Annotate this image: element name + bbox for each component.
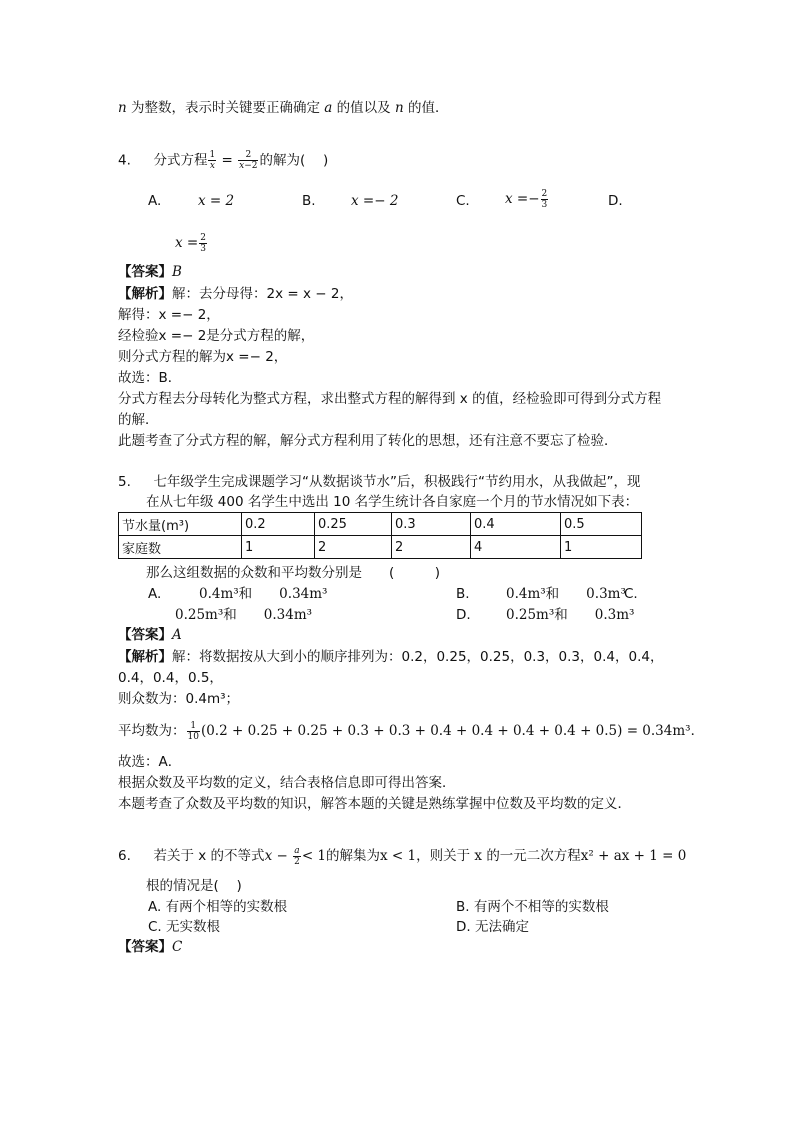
q6-stem-line-2: 根的情况是( ) [146,878,242,894]
table-header-label: 节水量(m³) [119,513,242,536]
q4-option-a[interactable] [148,191,161,211]
q5-analysis-line-5: 故选：A． [118,754,182,770]
q5-analysis-line-1: 【解析】解：将数据按从大到小的顺序排列为：0.2，0.25，0.25，0.3，0.3，0.4，0.4， [118,649,664,665]
q4-answer [118,262,182,282]
q4-stem-suffix: 的解为( ) [259,152,329,169]
q6-answer [118,937,182,957]
table-row [119,513,642,536]
q6-answer-value: C [172,939,183,955]
q5-option-d[interactable] [456,605,471,625]
table-cell: 0.3 [392,513,471,536]
table-cell: 0.25 [315,513,392,536]
table-cell: 0.4 [471,513,561,536]
q6-option-a-text: 有两个相等的实数根 [165,899,288,915]
q5-stem-line-1: 5. 七年级学生完成课题学习“从数据谈节水”后，积极践行“节约用水，从我做起”，现 [118,474,641,490]
q5-option-a-text: 0.4m³和 0.34m³ [199,586,328,602]
q4-option-b-text: x =− 2 [351,193,399,209]
q4-analysis-line-1: 【解析】解：去分母得：2x = x − 2， [118,286,353,302]
q6-option-c-text: 无实数根 [166,919,221,935]
q4-option-d[interactable] [608,191,623,211]
q6-option-c[interactable] [148,917,220,937]
q6-option-d[interactable] [456,917,529,937]
q5-analysis-line-3: 则众数为：0.4m³； [118,691,240,707]
q5-number: 5. [118,474,131,490]
q6-number: 6. [118,848,131,864]
q4-analysis-line-8: 此题考查了分式方程的解，解分式方程利用了转化的思想，还有注意不要忘了检验． [118,433,618,449]
q6-stem-line-1: 6. 若关于 x 的不等式x − $\frac{a}{2}$ < 1的解集为x < 1，则关于 x 的一元二次方程x² + ax + 1 = 0 [118,845,687,867]
q5-option-b-text: 0.4m³和 0.3m³ [506,586,626,602]
q5-analysis-line-6: 根据众数及平均数的定义，结合表格信息即可得出答案． [118,775,456,791]
q6-option-b-label: B. [456,899,470,915]
answer-tag: 【答案】 [118,264,172,280]
q4-option-a-text: x = 2 [198,193,235,209]
q4-stem: 4. 分式方程 $\frac{1}{x}$ = $\frac{2}{x-2}$ 的解为( ) [118,150,329,171]
intro-line: n 为整数，表示时关键要正确确定 a 的值以及 n 的值． [118,100,449,116]
intro-text-1: 为整数，表示时关键要正确确定 [131,100,320,116]
q5-option-c[interactable] [624,584,638,604]
q6-option-d-text: 无法确定 [474,919,529,935]
q4-number: 4. [118,152,131,169]
q4-fraction-left: $\frac{1}{x}$ [209,150,216,171]
table-cell: 2 [392,536,471,559]
table-cell: 4 [471,536,561,559]
q5-stem-line-2: 在从七年级 400 名学生中选出 10 名学生统计各自家庭一个月的节水情况如下表： [146,494,639,510]
q5-option-c-text: 0.25m³和 0.34m³ [175,607,313,623]
q4-stem-prefix: 分式方程 [153,152,208,169]
q6-option-b[interactable] [456,897,609,917]
q5-answer-value: A [172,627,182,643]
q4-option-c[interactable] [456,191,470,211]
q4-option-c-label: C. [456,193,470,209]
q4-analysis-line-7: 的解． [118,412,159,428]
q5-option-a[interactable] [148,584,161,604]
answer-tag: 【答案】 [118,627,172,643]
q6-option-a[interactable] [148,897,287,917]
q5-option-d-label: D. [456,607,471,623]
q5-option-b[interactable] [456,584,470,604]
q4-option-b-label: B. [302,193,316,209]
q5-option-c-label: C. [624,586,638,602]
analysis-tag: 【解析】 [118,286,172,302]
intro-text-2: 的值以及 [336,100,391,116]
q4-option-d-text: x = $\frac{2}{3}$ [175,232,206,254]
table-row [119,536,642,559]
q5-answer [118,625,182,645]
q4-analysis-line-2: 解得：x =− 2， [118,307,220,323]
q5-analysis-line-7: 本题考查了众数及平均数的知识，解答本题的关键是熟练掌握中位数及平均数的定义． [118,796,631,812]
q5-analysis-line-4: 平均数为： $\frac{1}{10}$ (0.2 + 0.25 + 0.25 + 0.3 + 0.3 + 0.4 + 0.4 + 0.4 + 0.4 + 0.5) = 0.34m³． [118,720,705,742]
q6-option-b-text: 有两个不相等的实数根 [473,899,609,915]
q5-analysis-line-2: 0.4，0.4，0.5， [118,670,223,686]
q5-question: 那么这组数据的众数和平均数分别是 ( ) [146,565,441,581]
q4-analysis-line-4: 则分式方程的解为x =− 2， [118,349,288,365]
q6-option-c-label: C. [148,919,162,935]
q4-answer-value: B [172,264,182,280]
q4-fraction-right: $\frac{2}{x-2}$ [239,150,258,171]
q6-option-d-label: D. [456,919,471,935]
q5-option-b-label: B. [456,586,470,602]
table-cell: 1 [561,536,642,559]
table-cell: 0.5 [561,513,642,536]
table-cell: 0.2 [242,513,315,536]
analysis-tag: 【解析】 [118,649,172,665]
q4-analysis-line-5: 故选：B． [118,370,182,386]
water-saving-table [118,512,642,559]
q5-option-d-text: 0.25m³和 0.3m³ [506,607,635,623]
q6-fraction: $\frac{a}{2}$ [294,845,300,867]
table-cell: 2 [315,536,392,559]
table-cell: 1 [242,536,315,559]
answer-tag: 【答案】 [118,939,172,955]
q4-analysis-line-6: 分式方程去分母转化为整式方程，求出整式方程的解得到 x 的值，经检验即可得到分式方程 [118,391,662,407]
q5-option-a-label: A. [148,586,162,602]
q4-analysis-line-3: 经检验x =− 2是分式方程的解， [118,328,315,344]
table-row-label: 家庭数 [119,536,242,559]
q4-option-b[interactable] [302,191,316,211]
intro-text-3: 的值． [407,100,449,116]
q4-option-d-label: D. [608,193,623,209]
q4-option-a-label: A. [148,193,162,209]
q6-option-a-label: A. [148,899,162,915]
q4-option-c-text: x =− $\frac{2}{3}$ [505,188,548,210]
